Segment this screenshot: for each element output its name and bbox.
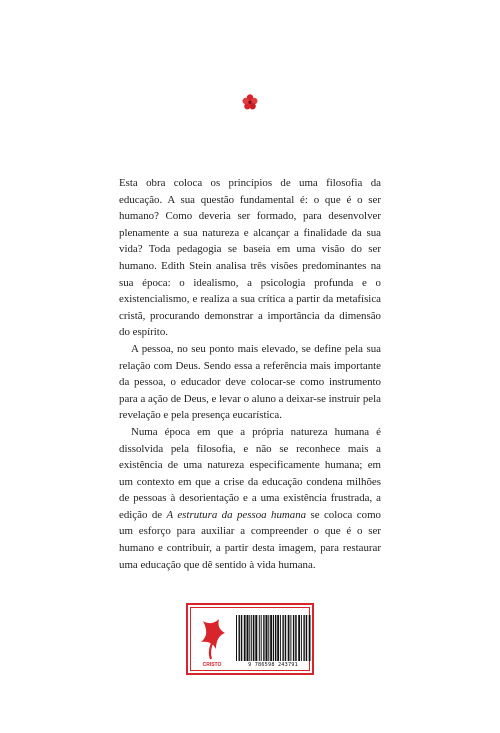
barcode-bar [253, 615, 254, 661]
barcode-bar [303, 615, 304, 661]
blurb-paragraph-2: A pessoa, no seu ponto mais elevado, se define pela sua relação com Deus. Sendo essa a referência mais importante da pessoa, o educador deve colocar-se como instrumento para a ação de Deus, e levar o aluno a deixar-se instruir pela revelação e pela presença eucarística. [119, 342, 381, 422]
barcode-bar [293, 615, 294, 661]
barcode-bar [306, 615, 308, 661]
barcode-bar [277, 615, 279, 661]
barcode-bar [298, 615, 300, 661]
barcode-bar [249, 615, 250, 661]
back-cover-blurb [119, 175, 381, 573]
barcode-bar [261, 615, 262, 661]
barcode-bar [239, 615, 240, 661]
barcode-bar [263, 615, 264, 661]
blurb-paragraph-1: Esta obra coloca os princípios de uma filosofia da educação. A sua questão fundamental é: o que é o ser humano? Como deveria ser formado, para desenvolver plenamente a sua natureza e alcançar a finalidade da sua vida? Toda pedagogia se baseia em uma visão do ser humano. Edith Stein analisa três visões predominantes na sua época: o idealismo, a psicologia profunda e o existencialismo, e realiza a sua crítica a partir da metafísica cristã, procurando demonstrar a importância da dimensão do espírito. [119, 177, 381, 339]
isbn-digits: 9 786598 243791 [248, 662, 298, 668]
book-title-italic: A estrutura da pessoa humana [166, 508, 307, 521]
barcode-bar [290, 615, 291, 661]
barcode-bar [247, 615, 249, 661]
barcode-bar [288, 615, 290, 661]
blurb-paragraph-3-start: Numa época em que a própria natureza humana é dissolvida pela filosofia, e não se reconhece mais a existência de uma natureza especificamente humana; em um contexto em que a crise da educação condena milhões de pessoas à desorientação e a uma existência frustrada, a edição de [119, 425, 381, 521]
barcode-bar [273, 615, 274, 661]
barcode-bar [282, 615, 283, 661]
barcode-bar [280, 615, 281, 661]
barcode-bar [244, 615, 246, 661]
barcode-bar [285, 615, 287, 661]
barcode-bar [255, 615, 257, 661]
barcode-bar [251, 615, 252, 661]
barcode-bar [295, 615, 297, 661]
barcode-bar [241, 615, 243, 661]
barcode-bar [236, 615, 237, 661]
publisher-logo-text: CRISTO [202, 662, 222, 668]
barcode-bar [301, 615, 302, 661]
barcode-panel-inner-border [190, 607, 310, 671]
barcode-bar [266, 615, 268, 661]
isbn-barcode [235, 615, 311, 661]
red-flower-icon [241, 93, 259, 111]
barcode-bar [275, 615, 277, 661]
blurb-paragraph-3-end: se coloca como um esforço para auxiliar a compreender o que é o ser humano e contribuir, a partir desta imagem, para restaurar uma educação que dê sentido à vida humana. [119, 508, 381, 571]
publisher-logo-icon [195, 615, 229, 669]
barcode-bar [270, 615, 272, 661]
blurb-paragraph-3 [119, 424, 381, 573]
barcode-bar [259, 615, 260, 661]
barcode-panel [186, 603, 314, 675]
barcode-bar [309, 615, 311, 661]
barcode-bar [268, 615, 269, 661]
